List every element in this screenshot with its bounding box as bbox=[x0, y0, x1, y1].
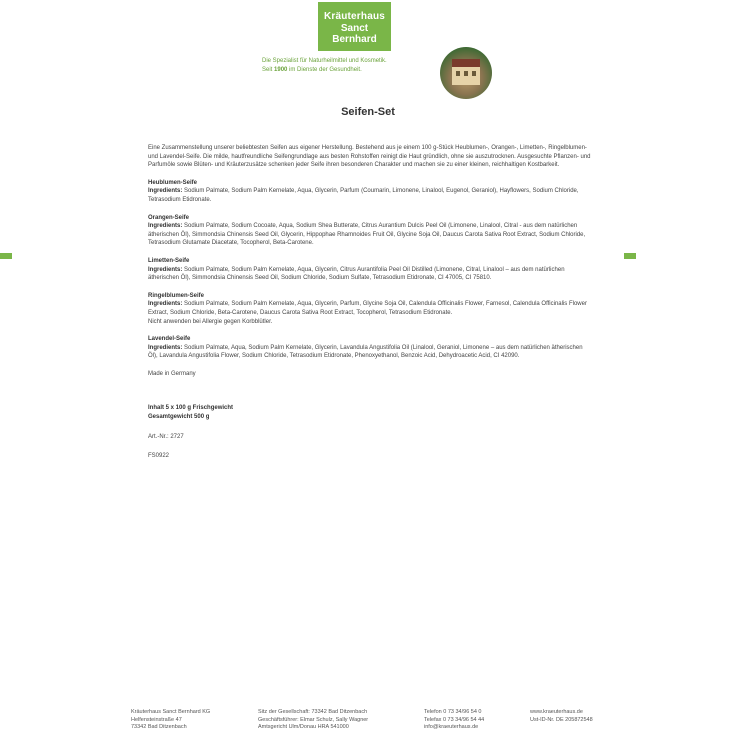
contents-line-1: Inhalt 5 x 100 g Frischgewicht bbox=[148, 405, 234, 412]
ingredients-label: Ingredients: bbox=[148, 223, 183, 230]
contents-line-2: Gesamtgewicht 500 g bbox=[148, 414, 210, 421]
soap-ringelblumen bbox=[148, 292, 593, 326]
article-number: Art.-Nr.: 2727 bbox=[148, 433, 184, 440]
soap-heading: Orangen-Seife bbox=[148, 214, 190, 221]
ingredients-text: Sodium Palmate, Sodium Palm Kernelate, Aqua, Glycerin, Parfum, Glycine Soja Oil, Calendula Officinalis Flower, Farnesol, Calendula Officinalis Flower Extract, Sodium Chloride, Beta-Carotene, Daucus Carota Sativa Root Extract, Tocopherol, Tetrasodium Etidronate. bbox=[148, 301, 587, 316]
footer-text: Ust-ID-Nr. DE 205872548 bbox=[530, 716, 593, 723]
ingredients-text: Sodium Palmate, Sodium Palm Kernelate, Aqua, Glycerin, Citrus Aurantifolia Peel Oil Distilled (Limonene, Citral, Linalool – aus dem natürlichen ätherischen Öl), Simmondsia Chinensis Seed Oil, Sodium Chloride, Sodium Sulfate, Tetrasodium Etidronate, CI 47005, CI 75810. bbox=[148, 266, 565, 282]
soap-heading: Heublumen-Seife bbox=[148, 179, 198, 186]
footer-registry bbox=[258, 709, 368, 732]
soap-note: Nicht anwenden bei Allergie gegen Korbblütler. bbox=[148, 318, 273, 325]
tagline bbox=[262, 57, 462, 75]
soap-ingredients bbox=[148, 300, 593, 317]
soap-heading: Lavendel-Seife bbox=[148, 336, 191, 343]
ingredients-text: Sodium Palmate, Aqua, Sodium Palm Kernelate, Glycerin, Lavandula Angustifolia Oil (Linalool, Geraniol, Limonene – aus dem natürlichen ätherischen Öl), Lavandula Angustifolia Flower, Sodium Chloride, Tetrasodium Etidronate, Phenoxyethanol, Benzoic Acid, Dehydroacetic Acid, CI 42090. bbox=[148, 344, 583, 360]
footer-contact bbox=[424, 709, 484, 732]
contents-block bbox=[148, 404, 593, 421]
tagline-suffix: im Dienste der Gesundheit. bbox=[287, 67, 362, 73]
tagline-prefix: Seit bbox=[262, 67, 275, 73]
tagline-year: 1900 bbox=[274, 67, 288, 73]
document-body bbox=[148, 144, 593, 461]
brand-logo bbox=[318, 2, 391, 51]
tagline-line-2 bbox=[262, 66, 462, 75]
made-in-block bbox=[148, 370, 593, 379]
footer-text: Sitz der Gesellschaft: 73342 Bad Ditzenbach bbox=[258, 709, 368, 715]
right-margin-mark bbox=[624, 253, 636, 259]
article-number-block bbox=[148, 433, 593, 442]
soap-ingredients bbox=[148, 344, 593, 361]
soap-ingredients bbox=[148, 222, 593, 248]
ingredients-label: Ingredients: bbox=[148, 188, 183, 195]
footer-text: Telefax 0 73 34/96 54 44 bbox=[424, 716, 485, 723]
footer-link[interactable]: www.kraeuterhaus.de bbox=[530, 709, 583, 715]
tagline-line-1: Die Spezialist für Naturheilmittel und Kosmetik. bbox=[262, 58, 387, 64]
soap-heublumen bbox=[148, 179, 593, 205]
ingredients-text: Sodium Palmate, Sodium Palm Kernelate, Aqua, Glycerin, Parfum (Coumarin, Limonene, Linalool, Eugenol, Geraniol), Hayflowers, Sodium Chloride, Tetrasodium Etidronate. bbox=[148, 188, 579, 203]
logo-line-1: Kräuterhaus bbox=[323, 11, 386, 22]
building-photo bbox=[440, 47, 492, 99]
footer-text: Amtsgericht Ulm/Donau HRA 541000 bbox=[258, 724, 349, 730]
soap-heading: Limetten-Seife bbox=[148, 257, 190, 264]
footer-text: 73342 Bad Ditzenbach bbox=[131, 724, 187, 730]
footer-text: Kräuterhaus Sanct Bernhard KG bbox=[131, 709, 211, 715]
soap-limetten bbox=[148, 257, 593, 283]
ingredients-text: Sodium Palmate, Sodium Cocoate, Aqua, Sodium Shea Butterate, Citrus Aurantium Dulcis Peel Oil (Limonene, Linalool, Citral - aus dem natürlichen ätherischen Öl), Simmondsia Chinensis Seed Oil, Glycerin, Hippophae Rhamnoides Fruit Oil, Glycine Soja Oil, Daucus Carota Sativa Root Extract, Sodium Chloride, Tetrasodium Glutamate Diacetate, Tocopherol, Beta-Carotene. bbox=[148, 223, 586, 247]
left-margin-mark bbox=[0, 253, 12, 259]
intro-paragraph: Eine Zusammenstellung unserer beliebtesten Seifen aus eigener Herstellung. Bestehend aus je einem 100 g-Stück Heublumen-, Orangen-, Limetten-, Ringelblumen- und Lavendel-Seife. Die milde, hautfreundliche Seifengrundlage aus besten Rohstoffen reinigt die Haut gründlich, ohne sie auszutrocknen. Ausgesuchte Pflanzen- und Parfumöle sowie Blüten- und Kräuterzusätze schenken jeder Seife ihren besonderen Charakter und machen sie zu einer kleinen, reichhaltigen Kostbarkeit. bbox=[148, 145, 591, 169]
soap-ingredients bbox=[148, 266, 593, 283]
ingredients-label: Ingredients: bbox=[148, 266, 183, 273]
ingredients-label: Ingredients: bbox=[148, 301, 183, 308]
footer-company bbox=[131, 709, 210, 732]
logo-line-2: Sanct Bernhard bbox=[332, 23, 377, 45]
made-in: Made in Germany bbox=[148, 370, 196, 377]
soap-ingredients bbox=[148, 187, 593, 204]
footer-text: Telefon 0 73 34/96 54 0 bbox=[424, 709, 482, 715]
footer-text: Helfensteinstraße 47 bbox=[131, 716, 182, 723]
page-title: Seifen-Set bbox=[341, 106, 395, 118]
footer-web bbox=[530, 709, 593, 724]
footer-text: Geschäftsführer: Elmar Schulz, Sally Wagner bbox=[258, 716, 369, 723]
ingredients-label: Ingredients: bbox=[148, 344, 183, 351]
footer-link[interactable]: info@kraeuterhaus.de bbox=[424, 724, 479, 730]
soap-heading: Ringelblumen-Seife bbox=[148, 292, 205, 299]
document-code: FS0922 bbox=[148, 453, 170, 460]
code-block bbox=[148, 452, 593, 461]
soap-lavendel bbox=[148, 335, 593, 361]
soap-orangen bbox=[148, 214, 593, 248]
